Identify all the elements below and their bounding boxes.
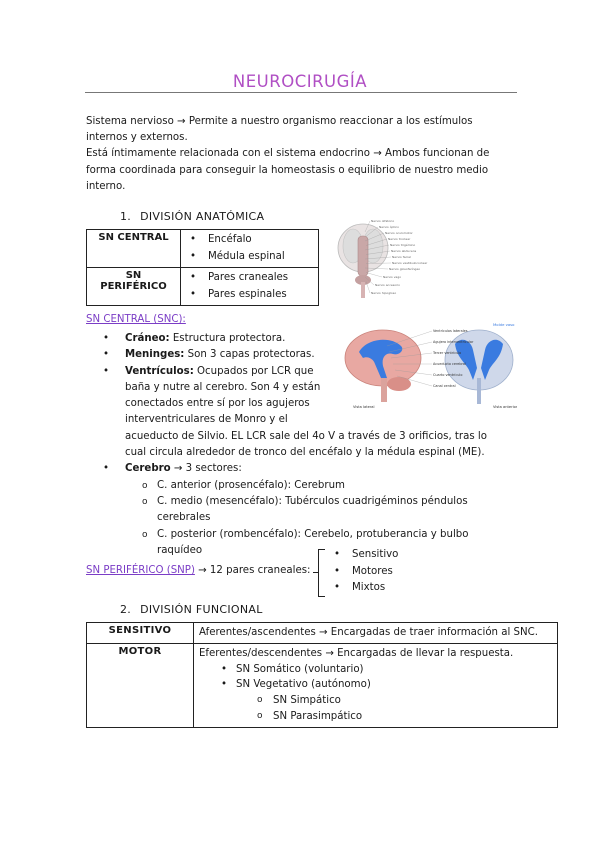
list-item — [103, 347, 487, 363]
intro-p2: Está íntimamente relacionada con el sistema endocrino → Ambos funcionan de forma coordinada para conseguir la homeostasis o equilibrio de nuestro medio interno. — [86, 148, 490, 192]
row-label: SN CENTRAL — [87, 230, 181, 268]
bullet-icon: • — [103, 349, 110, 361]
sub-list-item — [199, 693, 552, 709]
bullet-icon: • — [103, 333, 110, 344]
snc-heading[interactable]: SN CENTRAL (SNC): — [86, 314, 186, 325]
item-text-line: baña y nutre al cerebro. Son 4 y están — [125, 381, 321, 393]
item-text: Estructura protectora. — [169, 333, 286, 344]
row-items — [181, 230, 319, 268]
sector-text: C. medio (mesencéfalo): Tubérculos cuadrigéminos péndulos — [157, 495, 468, 507]
brainstem-figure — [333, 218, 433, 308]
circle-bullet-icon: o — [142, 529, 148, 540]
item-text-line: acueducto de Silvio. EL LCR sale del 4o V a través de 3 orificios, tras lo — [125, 430, 487, 442]
circle-bullet-icon: o — [257, 695, 263, 706]
nerve-label: Nervio facial — [392, 255, 411, 259]
motor-item-text: SN Vegetativo (autónomo) — [236, 679, 371, 691]
list-item — [199, 677, 552, 693]
list-item — [103, 461, 487, 477]
list-item: • Mixtos — [330, 580, 398, 597]
item-text-line: interventriculares de Monro y el — [125, 414, 288, 426]
bullet-icon: • — [221, 679, 228, 691]
item-text-line: cual circula alrededor de tronco del encéfalo y la médula espinal (ME). — [125, 447, 485, 459]
circle-bullet-icon: o — [142, 496, 148, 507]
row-label: SN PERIFÉRICO — [87, 268, 181, 306]
sector-text: C. anterior (prosencéfalo): Cerebrum — [157, 479, 345, 491]
section-1-title: DIVISIÓN ANATÓMICA — [140, 210, 265, 223]
sector-text-line: cerebrales — [157, 512, 211, 524]
snp-types — [330, 547, 398, 597]
motor-text: Eferentes/descendentes → Encargadas de llevar la respuesta. — [199, 647, 514, 659]
nerve-label: Nervio vestibulococlear — [392, 261, 428, 265]
sector-text-line: raquídeo — [157, 544, 203, 556]
item-text-line: conectados entre sí por los agujeros — [125, 398, 310, 410]
ventricle-label: Cuarto ventrículo — [433, 373, 463, 377]
sub-list-item — [103, 494, 487, 527]
intro-p1: Sistema nervioso → Permite a nuestro organismo reaccionar a los estímulos internos y externos. — [86, 116, 473, 144]
motor-item-text: SN Somático (voluntario) — [236, 663, 364, 675]
item-term: Cráneo: — [125, 333, 170, 344]
circle-bullet-icon: o — [257, 710, 263, 721]
snp-text: → 12 pares craneales: — [194, 565, 311, 576]
bullet-icon: • — [221, 663, 228, 675]
section-2-title: DIVISIÓN FUNCIONAL — [140, 603, 263, 616]
list-item: • Sensitivo — [330, 547, 398, 564]
list-item: • Pares craneales — [186, 270, 313, 287]
list-item — [103, 331, 487, 347]
bullet-icon: • — [103, 463, 110, 475]
ventricle-label: Agujero interventricular — [433, 340, 474, 344]
circle-bullet-icon: o — [142, 480, 148, 491]
item-text: Ocupados por LCR que — [193, 365, 314, 377]
item-term: Ventrículos: — [125, 365, 194, 377]
anatomical-table — [86, 229, 319, 306]
list-item: • Motores — [330, 564, 398, 581]
table-row — [87, 623, 558, 644]
nerve-label: Nervio vago — [383, 275, 402, 279]
row-value — [194, 643, 558, 727]
item-term: Meninges: — [125, 349, 185, 361]
motor-subitem-text: SN Simpático — [273, 695, 341, 707]
intro — [86, 114, 516, 195]
snp-heading[interactable]: SN PERIFÉRICO (SNP) — [86, 565, 195, 576]
lateral-view-caption: Vista lateral — [353, 405, 375, 409]
table-row — [87, 643, 558, 727]
nerve-label: Nervio troclear — [388, 237, 411, 241]
title-divider — [85, 92, 517, 93]
nerve-label: Nervio abducens — [391, 249, 417, 253]
section-1-heading — [120, 210, 264, 223]
nerve-label: Nervio oculomotor — [385, 231, 413, 235]
anterior-view-title: Molde vaso — [493, 322, 515, 327]
row-label: MOTOR — [87, 643, 194, 727]
nerve-label: Nervio hipogloso — [371, 291, 397, 295]
page-title: NEUROCIRUGÍA — [232, 72, 368, 91]
nerve-label: Nervio accesorio — [375, 283, 401, 287]
item-term: Cerebro — [125, 463, 171, 475]
list-item: • Médula espinal — [186, 249, 313, 266]
brace-icon — [318, 549, 328, 597]
ventricle-label: Acueducto cerebral — [433, 362, 466, 366]
list-item: • Pares espinales — [186, 287, 313, 304]
list-item — [103, 364, 487, 462]
section-1-number: 1. — [120, 210, 132, 223]
ventricle-label: Canal central — [433, 384, 456, 388]
list-item — [199, 662, 552, 678]
nerve-label: Nervio trigémino — [390, 243, 416, 247]
row-items — [181, 268, 319, 306]
ventricle-label: Tercer ventrículo — [433, 351, 462, 355]
nerve-label: Nervio glosofaríngeo — [389, 267, 421, 271]
sub-list-item — [103, 478, 487, 494]
sub-list-item — [103, 527, 487, 560]
sub-list-item — [199, 709, 552, 725]
spinal-cord-shape — [361, 282, 365, 298]
nerve-label: Nervio olfatorio — [371, 219, 395, 223]
list-item: • Encéfalo — [186, 232, 313, 249]
table-row — [87, 230, 319, 268]
functional-table — [86, 622, 558, 728]
ventricle-label: Ventrículos laterales — [433, 329, 468, 333]
table-row — [87, 268, 319, 306]
snc-list — [103, 331, 487, 559]
motor-subitem-text: SN Parasimpático — [273, 710, 363, 722]
item-text: → 3 sectores: — [170, 463, 242, 475]
snp-line — [86, 565, 310, 576]
section-2-number: 2. — [120, 603, 132, 616]
sector-text: C. posterior (rombencéfalo): Cerebelo, protuberancia y bulbo — [157, 528, 469, 540]
anterior-view-caption: Vista anterior — [493, 405, 517, 409]
bullet-icon: • — [103, 365, 110, 377]
brainstem-shape — [358, 236, 368, 276]
row-label: SENSITIVO — [87, 623, 194, 644]
section-2-heading — [120, 603, 263, 616]
nerve-label: Nervio óptico — [379, 225, 399, 229]
row-value: Aferentes/ascendentes → Encargadas de traer información al SNC. — [194, 623, 558, 644]
item-text: Son 3 capas protectoras. — [184, 349, 315, 361]
